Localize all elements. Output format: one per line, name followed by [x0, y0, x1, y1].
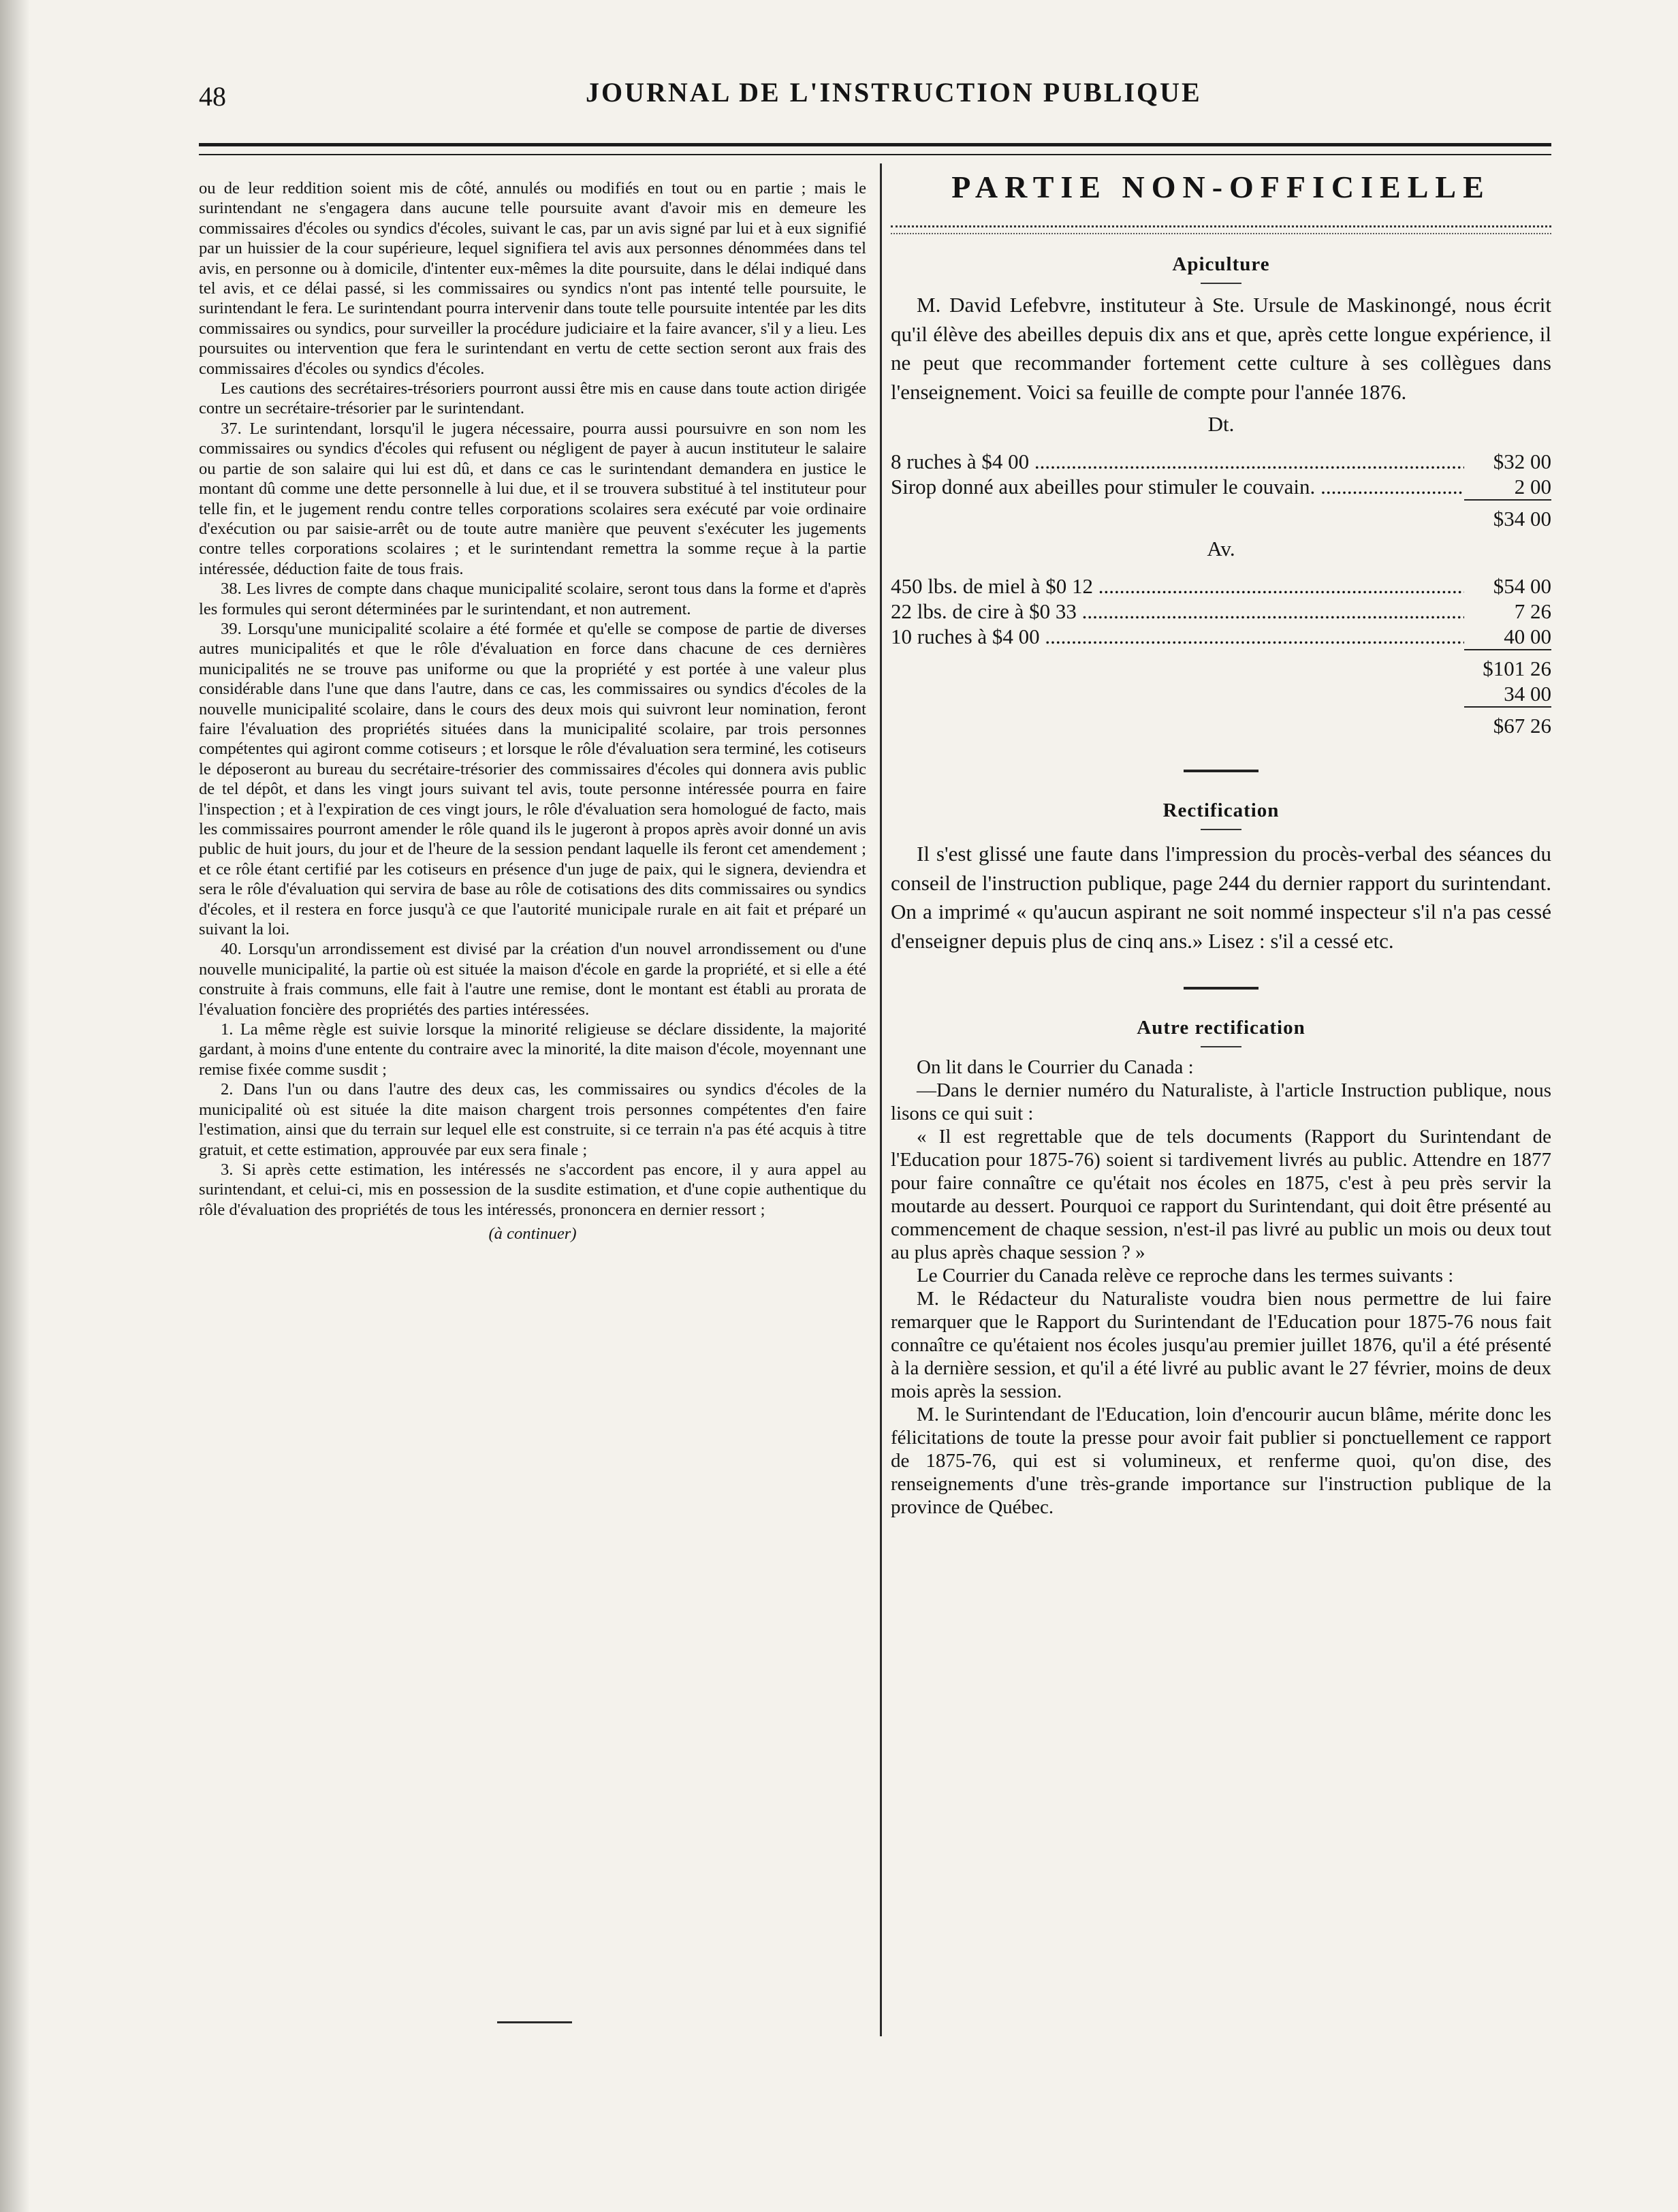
- continuation-note: (à continuer): [488, 1224, 577, 1244]
- autre-rectification-body: [891, 1056, 1551, 1519]
- left-paragraph: Les cautions des secrétaires-trésoriers pourront aussi être mis en cause dans toute action dirigée contre un secrétaire-trésorier par le surintendant.: [199, 379, 866, 418]
- net-row: [891, 706, 1551, 738]
- net-amount: $67 26: [1464, 706, 1551, 738]
- header-rule-thin: [199, 154, 1551, 155]
- debit-label: Dt.: [1207, 412, 1235, 436]
- right-paragraph: On lit dans le Courrier du Canada :: [917, 1056, 1194, 1078]
- ledger-desc: 10 ruches à $4 00 .....: [891, 624, 1464, 649]
- right-column: [891, 163, 1551, 1519]
- left-paragraph: 2. Dans l'un ou dans l'autre des deux cas, les commissaires ou syndics d'écoles de la municipalité où est située la dite maison chargent trois personnes compétentes d'en faire l'estimation, ainsi que du terrain sur lequel elle est construite, si ce terrain n'a pas été acquis à titre gratuit, et cette estimation, approuvée par eux sera finale ;: [199, 1080, 866, 1159]
- ledger-row: [891, 449, 1551, 474]
- rectification-text: Il s'est glissé une faute dans l'impression du procès-verbal des séances du conseil de l'instruction publique, page 244 du dernier rapport du surintendant. On a imprimé « qu'aucun aspirant ne soit nommé inspecteur s'il n'a pas cessé d'enseigner depuis plus de cinq ans.» Lisez : s'il a cessé etc.: [891, 842, 1551, 953]
- section-title: PARTIE NON-OFFICIELLE: [951, 170, 1491, 204]
- page-number: 48: [199, 81, 226, 112]
- left-paragraph: 1. La même règle est suivie lorsque la minorité religieuse se déclare dissidente, la majorité gardant, à moins d'une entente du contraire avec la minorité, la dite maison d'école, moyennant une remise fixée comme susdit ;: [199, 1020, 866, 1079]
- right-paragraph: M. le Rédacteur du Naturaliste voudra bien nous permettre de lui faire remarquer que le Rapport du Surintendant de l'Education pour 1875-76 nous fait connaître ce qu'étaient nos écoles jusqu'au premier juillet 1876, qu'il a été présenté à la dernière session, et qu'il a été livré au public avant le 27 février, moins de deux mois après la session.: [891, 1288, 1551, 1402]
- rectification-title: Rectification: [1162, 800, 1280, 821]
- right-paragraph: Le Courrier du Canada relève ce reproche dans les termes suivants :: [917, 1265, 1454, 1286]
- ledger-row: [891, 624, 1551, 649]
- ledger-row: [891, 474, 1551, 499]
- header-rule-thick: [199, 143, 1551, 146]
- title-rule: [1201, 283, 1241, 284]
- autre-rectification-title: Autre rectification: [1137, 1017, 1305, 1039]
- ledger-desc: Sirop donné aux abeilles pour stimuler le couvain. .....: [891, 474, 1464, 499]
- left-paragraph: 3. Si après cette estimation, les intéressés ne s'accordent pas encore, il y aura appel au surintendant, et celui-ci, mis en possession de la susdite estimation, et d'une copie authentique du rôle d'évaluation des propriétés de tous les intéressés, prononcera en dernier ressort ;: [199, 1160, 866, 1219]
- credit-total-row: [891, 649, 1551, 681]
- right-paragraph: « Il est regrettable que de tels documents (Rapport du Surintendant de l'Education pour 1875-76) soient si tardivement livrés au public. Attendre en 1877 pour faire connaître ce qu'était nos écoles en 1875, c'est à peu près servir la moutarde au dessert. Pourquoi ce rapport du Surintendant, qui doit être présenté au commencement de chaque session, n'est-il pas livré au public un mois ou deux tout au plus après chaque session ? »: [891, 1126, 1551, 1263]
- running-title: JOURNAL DE L'INSTRUCTION PUBLIQUE: [586, 77, 1202, 108]
- ledger-row: [891, 573, 1551, 599]
- ledger-desc: 8 ruches à $4 00 .....: [891, 449, 1464, 474]
- right-paragraph: —Dans le dernier numéro du Naturaliste, à l'article Instruction publique, nous lisons ce qui suit :: [891, 1079, 1551, 1124]
- ledger-amount: $54 00: [1493, 574, 1551, 598]
- credit-total: $101 26: [1464, 649, 1551, 681]
- less-amount: 34 00: [1504, 682, 1551, 706]
- ledger-amount: 40 00: [1504, 625, 1551, 648]
- left-paragraph: 38. Les livres de compte dans chaque municipalité scolaire, seront tous dans la forme et d'après les formules qui seront déterminées par le surintendant, et non autrement.: [199, 580, 866, 618]
- ledger-amount: $32 00: [1493, 449, 1551, 473]
- apiculture-title: Apiculture: [1172, 253, 1270, 275]
- title-rule: [1201, 1046, 1241, 1047]
- section-separator: [1184, 770, 1258, 772]
- left-paragraph: 37. Le surintendant, lorsqu'il le jugera nécessaire, pourra aussi poursuivre en son nom les commissaires ou syndics d'écoles qui refusent ou négligent de payer à aucun instituteur le salaire ou partie de son salaire qui lui est dû, et dans ce cas le surintendant demandera en justice le montant dû comme une dette personnelle à lui due, et il se trouvera substitué à tel instituteur pour telle fin, et le jugement rendu contre telles corporations scolaires sera exécuté par voie ordinaire d'exécution ou par saisie-arrêt ou de toute autre manière que peuvent s'exécuter les jugements contre telles corporations scolaires ; et le surintendant remettra la somme reçue à la partie intéressée, déduction faite de tous frais.: [199, 419, 866, 578]
- ledger-desc: 22 lbs. de cire à $0 33 .....: [891, 599, 1464, 624]
- less-row: [891, 681, 1551, 706]
- section-separator: [1184, 987, 1258, 990]
- title-rule: [1201, 829, 1241, 830]
- ledger-amount: 7 26: [1514, 599, 1551, 623]
- ledger-desc: 450 lbs. de miel à $0 12 .....: [891, 573, 1464, 599]
- ledger-amount: 2 00: [1514, 475, 1551, 499]
- ledger-row: [891, 599, 1551, 624]
- column-divider: [880, 163, 882, 2036]
- left-paragraph: ou de leur reddition soient mis de côté, annulés ou modifiés en tout ou en partie ; mais le surintendant ne s'engagera dans aucune telle poursuite avant d'avoir mis en demeure les commissaires d'écoles ou syndics d'écoles, suivant le cas, par un avis signé par lui et à eux signifié par un huissier de la cour supérieure, lequel signifiera tel avis aux personnes dénommées dans tel avis, en personne ou à domicile, d'intenter eux-mêmes la dite poursuite, dans le délai indiqué dans tel avis, et ce délai passé, si les commissaires ou syndics n'ont pas intenté telle poursuite, le surintendant le fera. Le surintendant pourra intervenir dans toute telle poursuite intentée par les dits commissaires ou syndics, pour surveiller la procédure judiciaire et la faire avancer, s'il y a lieu. Les poursuites ou intervention que fera le surintendant en vertu de cette section seront aux frais des commissaires d'écoles ou syndics d'écoles.: [199, 179, 866, 378]
- left-paragraph: 40. Lorsqu'un arrondissement est divisé par la création d'un nouvel arrondissement ou d'une nouvelle municipalité, la partie où est située la maison d'école en garde la propriété, et si elle a été construite à frais communs, elle fait à l'autre une remise, dont le montant est établi au prorata de l'évaluation foncière des propriétés des parties intéressées.: [199, 940, 866, 1019]
- right-paragraph: M. le Surintendant de l'Education, loin d'encourir aucun blâme, mérite donc les félicitations de toute la presse pour avoir fait publier si ponctuellement ce rapport de 1875-76, qui est si volumineux, et renferme quoi, qu'on dise, des renseignements d'une très-grande importance sur l'instruction publique de la province de Québec.: [891, 1404, 1551, 1518]
- dotted-rule: [891, 225, 1551, 234]
- left-column: [199, 178, 866, 1244]
- debit-total-row: [891, 499, 1551, 531]
- apiculture-intro: M. David Lefebvre, instituteur à Ste. Ursule de Maskinongé, nous écrit qu'il élève des abeilles depuis dix ans et que, après cette longue expérience, il ne peut que recommander fortement cette culture à ses collègues dans l'enseignement. Voici sa feuille de compte pour l'année 1876.: [891, 293, 1551, 404]
- debit-total: $34 00: [1464, 499, 1551, 531]
- left-paragraph: 39. Lorsqu'une municipalité scolaire a été formée et qu'elle se compose de partie de diverses autres municipalités et que le rôle d'évaluation en force dans chacune de ces dernières municipalités ne se trouve pas uniforme ou que la propriété y est portée à une valeur plus considérable dans l'une que dans l'autre, dans ce cas, les commissaires ou syndics d'écoles de la nouvelle municipalité scolaire, dans le cours des deux mois qui suivront leur nomination, feront faire l'évaluation des propriétés situées dans la municipalité scolaire, par trois personnes compétentes qui agiront comme cotiseurs ; et lorsque le rôle d'évaluation sera terminé, les cotiseurs le déposeront au bureau du secrétaire-trésorier des commissaires d'écoles qui donnera avis public de tel dépôt, et dans les vingt jours suivant tel avis, toute personne intéressée pourra en faire l'inspection ; et à l'expiration de ces vingt jours, le rôle d'évaluation sera homologué de facto, mais les commissaires pourront amender le rôle quand ils le jugeront à propos après avoir donné un avis public de huit jours, du jour et de l'heure de la session pendant laquelle ils feront cet amendement ; et ce rôle étant certifié par les cotiseurs en présence d'un juge de paix, qui le signera, deviendra et sera le rôle d'évaluation qui servira de base au rôle de cotisations des dits commissaires ou syndics d'écoles, et il restera en force jusqu'à ce que l'autorité municipale rurale en ait fait et préparé un suivant la loi.: [199, 619, 866, 939]
- end-rule: [497, 2021, 572, 2023]
- scan-edge-shadow: [0, 0, 30, 2212]
- credit-label: Av.: [1207, 537, 1235, 560]
